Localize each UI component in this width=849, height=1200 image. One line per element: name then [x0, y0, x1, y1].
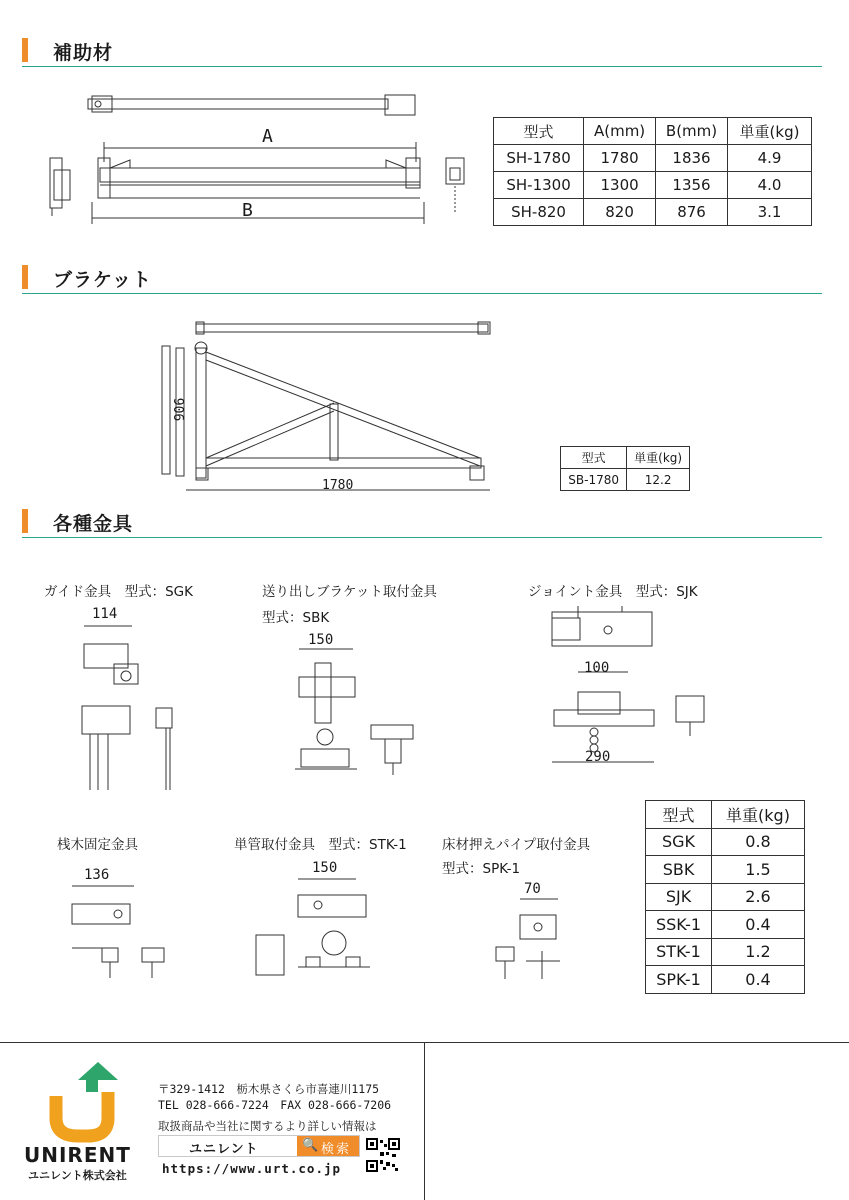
search-button-label: 検索: [321, 1142, 352, 1157]
section-rule: [22, 293, 822, 294]
table-cell: 820: [584, 199, 656, 226]
section-title: 各種金具: [53, 513, 134, 535]
table-cell: 12.2: [627, 469, 690, 491]
table-row: [494, 145, 812, 172]
table-cell: SB-1780: [561, 469, 627, 491]
table-header-cell: A(mm): [584, 118, 656, 145]
hojo-drawing: [40, 90, 480, 230]
table-row: [561, 469, 690, 491]
section-header-hojo: [22, 38, 822, 68]
spk-drawing: [490, 895, 580, 990]
search-button[interactable]: [297, 1136, 359, 1156]
table-cell: SSK-1: [646, 911, 712, 939]
bracket-drawing: [150, 318, 500, 498]
bracket-width-dim: 1780: [322, 478, 354, 493]
table-cell: 3.1: [728, 199, 812, 226]
website-url[interactable]: https://www.urt.co.jp: [162, 1161, 342, 1176]
table-row: [646, 883, 805, 911]
table-cell: SH-820: [494, 199, 584, 226]
table-row: [646, 966, 805, 994]
section-rule: [22, 537, 822, 538]
table-header-row: [646, 801, 805, 829]
spk-dim: 70: [524, 881, 541, 897]
section-accent-bar: [22, 265, 28, 289]
table-cell: 0.8: [712, 828, 805, 856]
dim-label-a: A: [262, 126, 273, 147]
sjk-dim1: 100: [584, 660, 610, 676]
table-cell: 1836: [656, 145, 728, 172]
bracket-height-dim: 906: [170, 397, 186, 422]
table-row: [646, 828, 805, 856]
table-cell: 4.0: [728, 172, 812, 199]
table-header-row: [494, 118, 812, 145]
search-icon: 🔍: [302, 1138, 319, 1153]
table-row: [646, 856, 805, 884]
hojo-spec-table: [493, 117, 812, 226]
table-cell: STK-1: [646, 938, 712, 966]
sbk-model: 型式：SBK: [262, 610, 330, 626]
stk-dim: 150: [312, 860, 338, 876]
company-logo-text: UNIRENT: [24, 1143, 131, 1167]
spk-title: 床材押えパイプ取付金具: [442, 837, 591, 853]
table-cell: SH-1300: [494, 172, 584, 199]
tel-fax: TEL 028-666-7224 FAX 028-666-7206: [158, 1098, 392, 1112]
table-cell: SJK: [646, 883, 712, 911]
table-cell: SPK-1: [646, 966, 712, 994]
table-cell: SH-1780: [494, 145, 584, 172]
section-title: 補助材: [53, 42, 114, 64]
unirent-logo-mark: [48, 1062, 120, 1142]
sbk-drawing: [285, 645, 420, 785]
table-cell: 1.2: [712, 938, 805, 966]
stk-drawing: [246, 875, 376, 985]
table-header-row: [561, 447, 690, 469]
section-header-kanagu: [22, 509, 822, 539]
spk-model: 型式：SPK-1: [442, 861, 521, 877]
sjk-title: ジョイント金具 型式：SJK: [528, 584, 698, 600]
sbk-dim: 150: [308, 632, 334, 648]
table-cell: 4.9: [728, 145, 812, 172]
table-header-cell: 型式: [561, 447, 627, 469]
table-header-cell: 単重(kg): [728, 118, 812, 145]
sjk-drawing: [548, 602, 718, 772]
kanagu-spec-table: [645, 800, 805, 994]
qr-code-icon: [366, 1138, 400, 1172]
table-header-cell: B(mm): [656, 118, 728, 145]
table-cell: 1.5: [712, 856, 805, 884]
table-row: [646, 911, 805, 939]
bracket-spec-table: [560, 446, 690, 491]
table-cell: 1780: [584, 145, 656, 172]
table-row: [494, 199, 812, 226]
ssk-drawing: [68, 882, 168, 987]
company-name: ユニレント株式会社: [28, 1169, 127, 1182]
table-cell: 0.4: [712, 966, 805, 994]
stk-title: 単管取付金具 型式：STK-1: [234, 837, 407, 853]
table-cell: SBK: [646, 856, 712, 884]
table-cell: SGK: [646, 828, 712, 856]
section-title: ブラケット: [53, 269, 153, 291]
table-row: [494, 172, 812, 199]
table-header-cell: 型式: [494, 118, 584, 145]
dim-label-b: B: [242, 200, 253, 221]
table-cell: 1356: [656, 172, 728, 199]
table-cell: 2.6: [712, 883, 805, 911]
info-text: 取扱商品や当社に関するより詳しい情報は: [158, 1119, 377, 1133]
sbk-title: 送り出しブラケット取付金具: [262, 584, 437, 600]
sgk-title: ガイド金具 型式：SGK: [44, 584, 193, 600]
postal-address: 〒329-1412 栃木県さくら市喜連川1175: [158, 1082, 380, 1096]
sgk-dim: 114: [92, 606, 118, 622]
section-rule: [22, 66, 822, 67]
footer-divider: [424, 1042, 425, 1200]
table-cell: 1300: [584, 172, 656, 199]
search-box[interactable]: [158, 1135, 360, 1157]
section-accent-bar: [22, 38, 28, 62]
sjk-dim2: 290: [585, 749, 611, 765]
table-cell: 0.4: [712, 911, 805, 939]
table-header-cell: 型式: [646, 801, 712, 829]
table-row: [646, 938, 805, 966]
section-accent-bar: [22, 509, 28, 533]
section-header-bracket: [22, 265, 822, 295]
table-header-cell: 単重(kg): [627, 447, 690, 469]
table-cell: 876: [656, 199, 728, 226]
sgk-drawing: [70, 620, 180, 795]
table-header-cell: 単重(kg): [712, 801, 805, 829]
ssk-dim: 136: [84, 867, 110, 883]
ssk-title: 桟木固定金具: [57, 837, 138, 853]
search-term: ユニレント: [189, 1142, 259, 1157]
